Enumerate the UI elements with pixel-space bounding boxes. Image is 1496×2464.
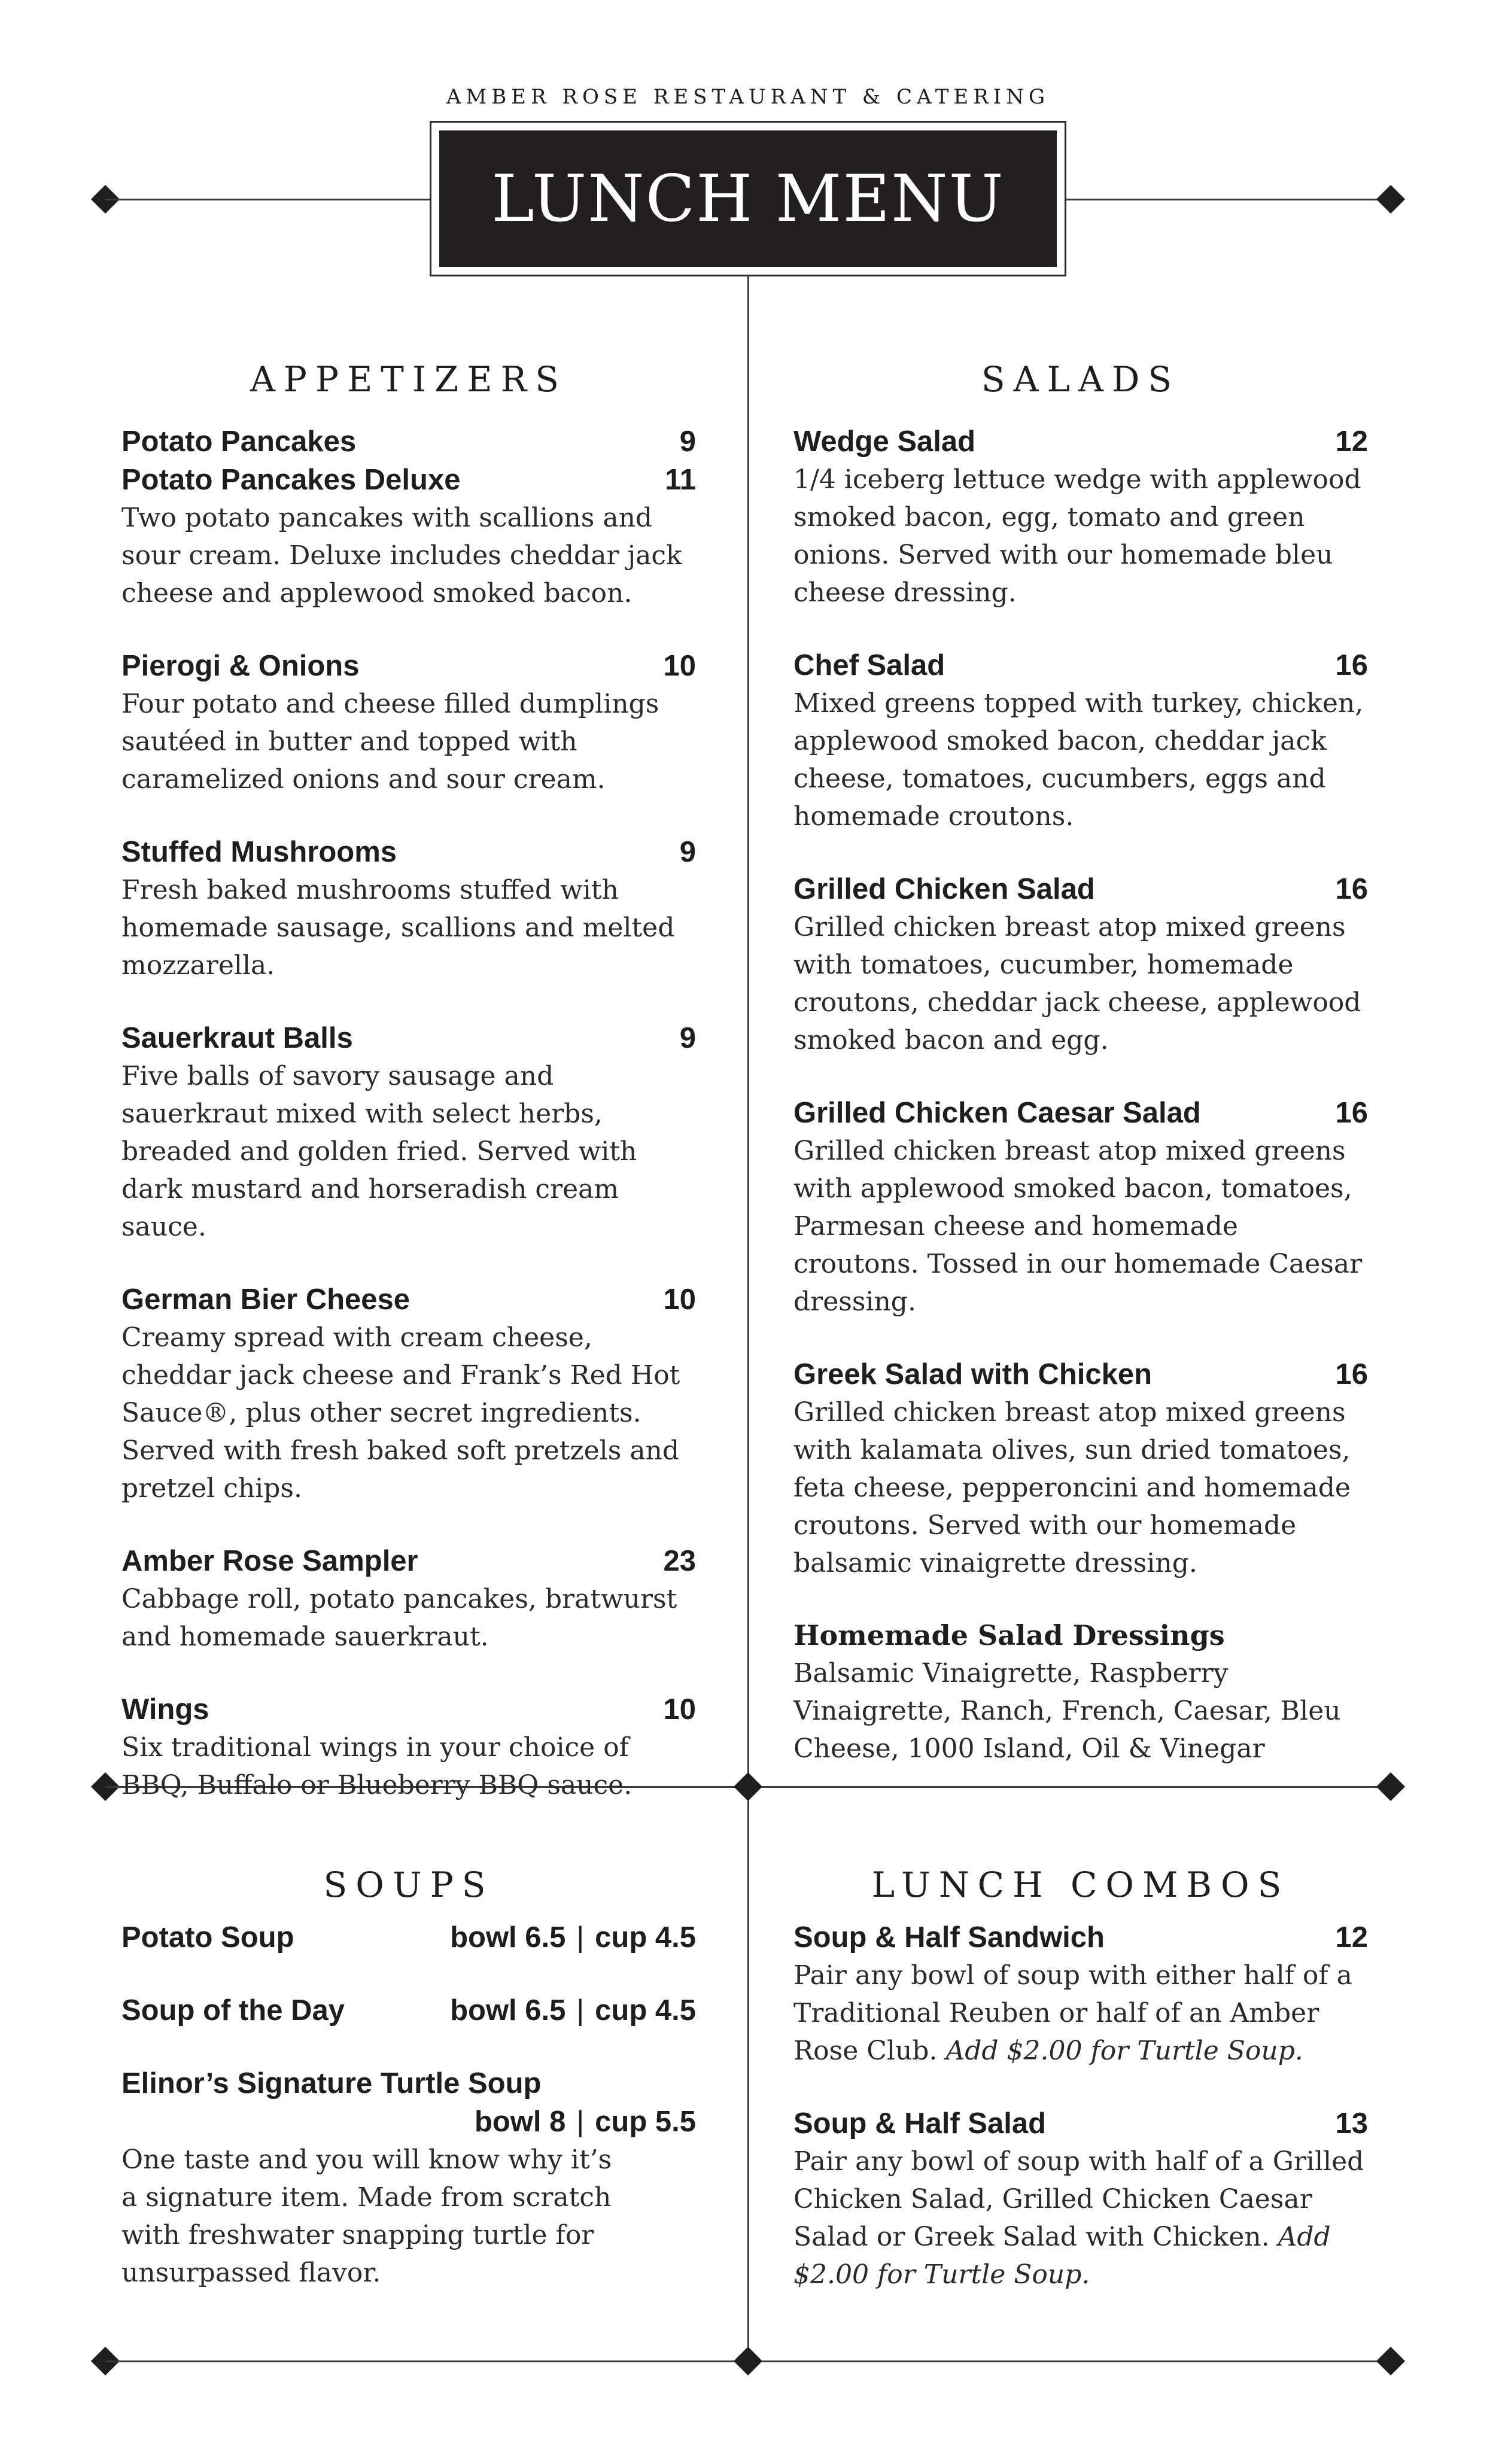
list-item [121, 1019, 696, 1246]
item-description [793, 1957, 1368, 2070]
cup-price: cup 5.5 [595, 2106, 696, 2138]
item-description: Grilled chicken breast atop mixed greens with tomatoes, cucumber, homemade croutons, cheddar jack cheese, applewood smoked bacon and egg. [793, 912, 1361, 1055]
list-item [793, 422, 1368, 612]
item-name: Stuffed Mushrooms [121, 836, 397, 868]
list-item [121, 833, 696, 984]
combo-note: Add $2.00 for Turtle Soup. [945, 2036, 1303, 2066]
divider-line [105, 199, 430, 200]
cup-price: cup 4.5 [595, 1994, 696, 2027]
item-name: German Bier Cheese [121, 1283, 411, 1316]
item-name: Elinor’s Signature Turtle Soup [121, 2067, 542, 2100]
page-title: LUNCH MENU [439, 130, 1057, 267]
item-price: 9 [679, 836, 696, 868]
item-name: Potato Pancakes Deluxe [121, 464, 461, 496]
item-name: Grilled Chicken Salad [793, 873, 1095, 905]
appetizers-list [121, 422, 696, 1839]
item-description: Mixed greens topped with turkey, chicken, applewood smoked bacon, cheddar jack cheese, tomatoes, cucumbers, eggs and homemade croutons. [793, 688, 1364, 832]
bowl-price: bowl 6.5 [450, 1994, 566, 2027]
soups-heading: SOUPS [323, 1864, 494, 1905]
combo-description: Pair any bowl of soup with half of a Grilled Chicken Salad, Grilled Chicken Caesar Salad or Greek Salad with Chicken. [793, 2146, 1364, 2252]
item-description: Six traditional wings in your choice of BBQ, Buffalo or Blueberry BBQ sauce. [121, 1732, 633, 1800]
item-name: Wings [121, 1693, 209, 1726]
item-name: Sauerkraut Balls [121, 1022, 353, 1054]
combos-list [793, 1918, 1368, 2328]
item-description: 1/4 iceberg lettuce wedge with applewood smoked bacon, egg, tomato and green onions. Served with our homemade bleu cheese dressing. [793, 464, 1361, 608]
diamond-ornament-icon [1376, 1772, 1405, 1801]
divider-line [1066, 199, 1391, 200]
diamond-ornament-icon [734, 2347, 762, 2375]
list-item [793, 1355, 1368, 1582]
item-price: 9 [679, 1022, 696, 1054]
list-item [793, 1094, 1368, 1321]
item-description: Grilled chicken breast atop mixed greens with applewood smoked bacon, tomatoes, Parmesan cheese and homemade croutons. Tossed in our homemade Caesar dressing. [793, 1136, 1363, 1317]
item-price: 23 [663, 1545, 696, 1577]
combo-note: Add $2.00 for Turtle Soup. [793, 2222, 1331, 2290]
item-description: Five balls of savory sausage and sauerkraut mixed with select herbs, breaded and golden fried. Served with dark mustard and horseradish cream sauce. [121, 1061, 637, 1242]
item-price: 16 [1335, 873, 1368, 905]
item-description: Two potato pancakes with scallions and sour cream. Deluxe includes cheddar jack cheese and applewood smoked bacon. [121, 503, 682, 609]
item-price: 12 [1335, 1921, 1368, 1954]
list-item [121, 1690, 696, 1804]
item-price: 13 [1335, 2107, 1368, 2140]
appetizers-heading: APPETIZERS [250, 359, 567, 400]
item-name: Potato Pancakes [121, 425, 357, 458]
combo-description: Pair any bowl of soup with either half of a Traditional Reuben or half of an Amber Rose Club. [793, 1960, 1352, 2066]
list-item [121, 2064, 696, 2292]
list-item [121, 647, 696, 798]
item-price: 9 [679, 425, 696, 458]
item-name: Soup & Half Sandwich [793, 1921, 1105, 1954]
item-name: Amber Rose Sampler [121, 1545, 418, 1577]
item-price: 10 [663, 1693, 696, 1726]
item-description: Four potato and cheese filled dumplings sautéed in butter and topped with caramelized onions and sour cream. [121, 689, 659, 795]
item-description: Fresh baked mushrooms stuffed with homemade sausage, scallions and melted mozzarella. [121, 875, 675, 981]
item-price: 10 [663, 1283, 696, 1316]
cup-price: cup 4.5 [595, 1921, 696, 1954]
item-name: Potato Soup [121, 1921, 294, 1954]
combos-heading: LUNCH COMBOS [871, 1864, 1290, 1905]
diamond-ornament-icon [1376, 2347, 1405, 2375]
item-description: Creamy spread with cream cheese, cheddar jack cheese and Frank’s Red Hot Sauce®, plus other secret ingredients. Served with fresh baked soft pretzels and pretzel chips. [121, 1322, 680, 1504]
item-name: Soup of the Day [121, 1994, 345, 2027]
list-item [793, 2104, 1368, 2293]
list-item [121, 1542, 696, 1656]
list-item [121, 461, 696, 612]
item-price [450, 1991, 696, 2030]
dressings-block [793, 1617, 1368, 1768]
item-name: Pierogi & Onions [121, 650, 360, 682]
dressings-list: Balsamic Vinaigrette, Raspberry Vinaigrette, Ranch, French, Caesar, Bleu Cheese, 1000 Island, Oil & Vinegar [793, 1658, 1341, 1764]
item-description: One taste and you will know why it’s a signature item. Made from scratch with freshwater snapping turtle for unsurpassed flavor. [121, 2144, 612, 2288]
list-item [793, 1918, 1368, 2070]
item-price: 16 [1335, 1097, 1368, 1129]
list-item [121, 1991, 696, 2030]
list-item [793, 646, 1368, 835]
bowl-price: bowl 8 [474, 2106, 566, 2138]
item-name: Grilled Chicken Caesar Salad [793, 1097, 1201, 1129]
item-price: 16 [1335, 1358, 1368, 1391]
item-name: Greek Salad with Chicken [793, 1358, 1153, 1391]
item-description: Cabbage roll, potato pancakes, bratwurst and homemade sauerkraut. [121, 1584, 677, 1652]
item-price [475, 2103, 696, 2141]
item-price: 10 [663, 650, 696, 682]
salads-heading: SALADS [981, 359, 1181, 400]
diamond-ornament-icon [734, 1772, 762, 1801]
price-separator: | [576, 1921, 585, 1954]
dressings-title: Homemade Salad Dressings [793, 1619, 1225, 1651]
item-price: 12 [1335, 425, 1368, 458]
item-price: 16 [1335, 649, 1368, 682]
item-price [450, 1918, 696, 1957]
restaurant-name: AMBER ROSE RESTAURANT & CATERING [446, 85, 1050, 109]
price-separator: | [576, 2106, 585, 2138]
soups-list [121, 1918, 696, 2326]
center-divider-line [747, 276, 749, 2361]
bowl-price: bowl 6.5 [450, 1921, 566, 1954]
list-item [793, 870, 1368, 1059]
diamond-ornament-icon [1376, 185, 1405, 214]
salads-list [793, 422, 1368, 1802]
item-description [793, 2143, 1368, 2293]
list-item [121, 1918, 696, 1957]
item-price: 11 [665, 464, 696, 496]
item-name: Wedge Salad [793, 425, 976, 458]
list-item [121, 1280, 696, 1507]
price-separator: | [576, 1994, 585, 2027]
item-description: Grilled chicken breast atop mixed greens with kalamata olives, sun dried tomatoes, feta cheese, pepperoncini and homemade croutons. Served with our homemade balsamic vinaigrette dressing. [793, 1397, 1351, 1578]
list-item [121, 422, 696, 461]
item-name: Soup & Half Salad [793, 2107, 1047, 2140]
item-name: Chef Salad [793, 649, 945, 682]
